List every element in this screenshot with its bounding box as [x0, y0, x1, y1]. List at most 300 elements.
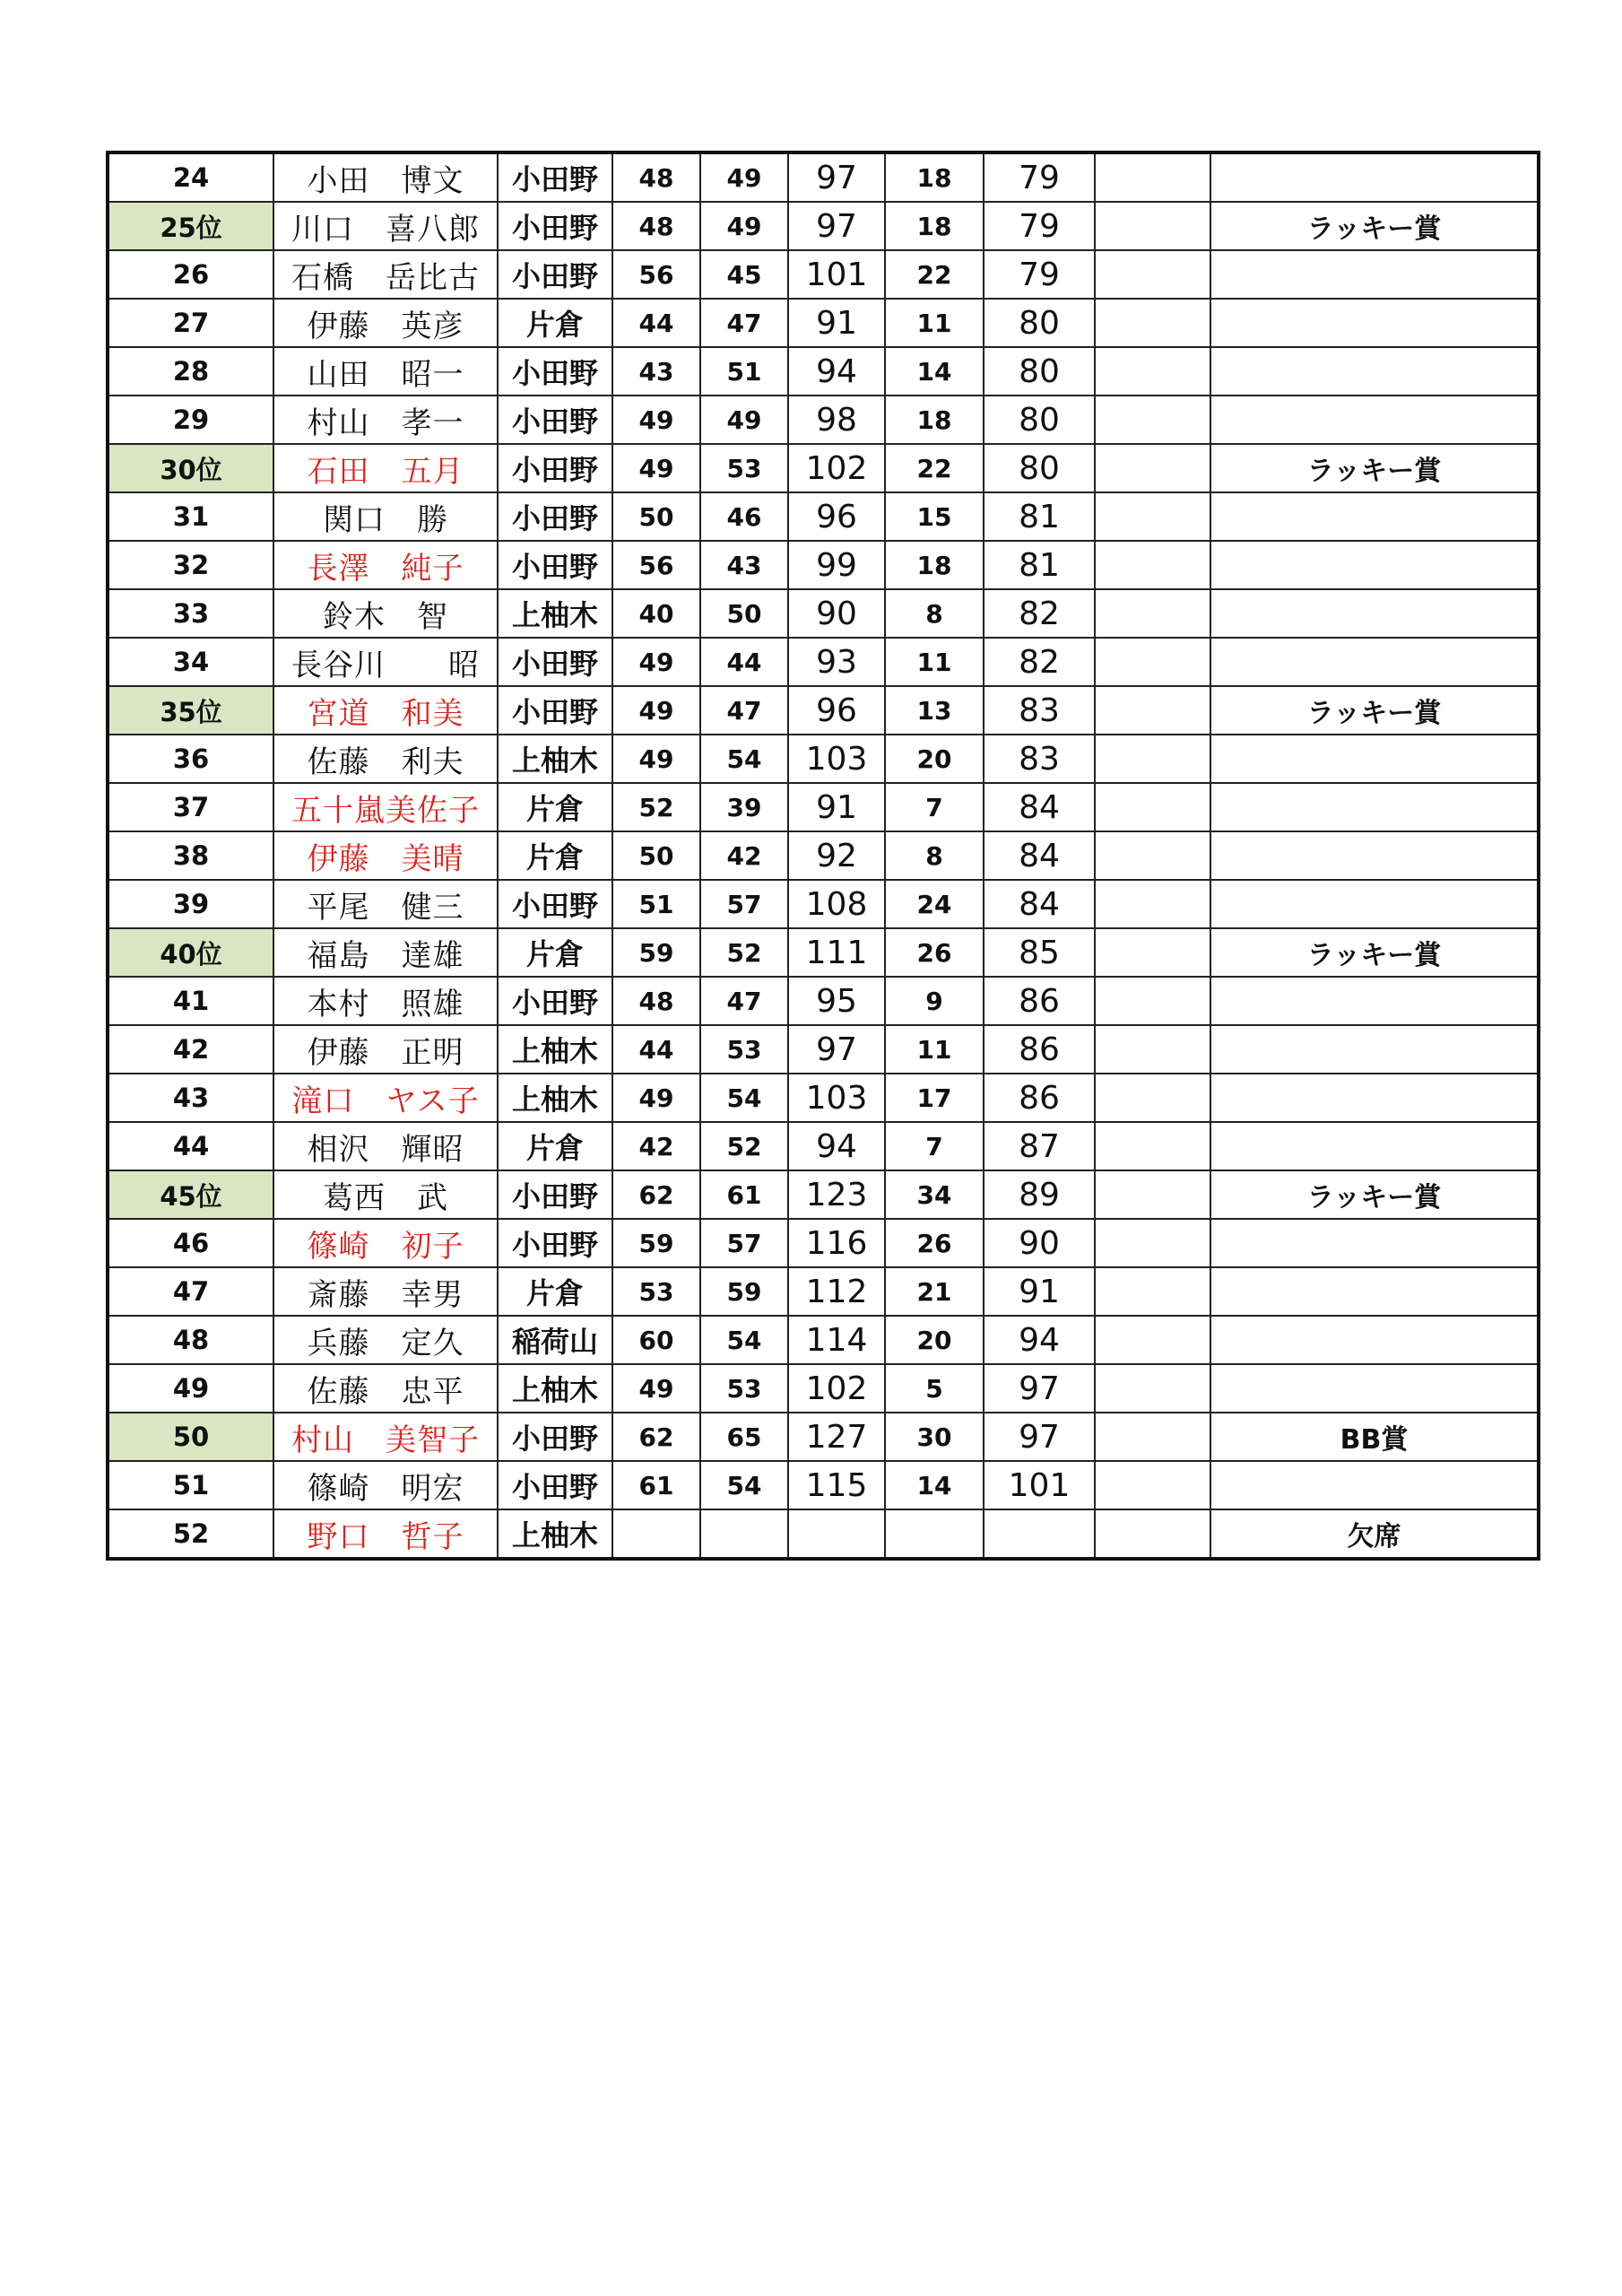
handicap: 14 [885, 1461, 984, 1509]
award-note [1210, 1316, 1539, 1364]
blank-cell [1095, 1413, 1210, 1461]
player-name: 長澤 純子 [273, 541, 498, 589]
results-table [106, 151, 1540, 1561]
gross-score: 102 [788, 1364, 885, 1413]
club-name: 小田野 [498, 1461, 612, 1509]
score-sheet [106, 151, 1537, 1561]
player-name: 篠崎 初子 [273, 1219, 498, 1267]
player-name: 石田 五月 [273, 444, 498, 492]
rank-cell: 47 [108, 1267, 273, 1316]
rank-cell: 38 [108, 831, 273, 880]
net-score: 80 [984, 299, 1095, 347]
out-score: 60 [612, 1316, 700, 1364]
award-note [1210, 1025, 1539, 1074]
rank-cell: 36 [108, 735, 273, 783]
blank-cell [1095, 1074, 1210, 1122]
blank-cell [1095, 977, 1210, 1025]
blank-cell [1095, 1509, 1210, 1559]
player-name: 山田 昭一 [273, 347, 498, 396]
gross-score: 96 [788, 686, 885, 735]
handicap: 9 [885, 977, 984, 1025]
gross-score: 116 [788, 1219, 885, 1267]
blank-cell [1095, 1025, 1210, 1074]
out-score: 49 [612, 444, 700, 492]
player-name: 村山 美智子 [273, 1413, 498, 1461]
player-name: 長谷川 昭 [273, 638, 498, 686]
handicap: 18 [885, 202, 984, 250]
table-row [108, 299, 1539, 347]
table-row [108, 928, 1539, 977]
blank-cell [1095, 444, 1210, 492]
rank-cell: 31 [108, 492, 273, 541]
in-score: 51 [700, 347, 788, 396]
player-name: 村山 孝一 [273, 396, 498, 444]
net-score: 86 [984, 977, 1095, 1025]
table-row [108, 1364, 1539, 1413]
gross-score: 90 [788, 589, 885, 638]
gross-score: 115 [788, 1461, 885, 1509]
club-name: 小田野 [498, 1219, 612, 1267]
table-row [108, 396, 1539, 444]
table-row [108, 202, 1539, 250]
handicap: 22 [885, 444, 984, 492]
net-score: 87 [984, 1122, 1095, 1170]
net-score: 83 [984, 735, 1095, 783]
net-score: 101 [984, 1461, 1095, 1509]
out-score: 50 [612, 831, 700, 880]
gross-score: 94 [788, 1122, 885, 1170]
gross-score: 94 [788, 347, 885, 396]
handicap: 14 [885, 347, 984, 396]
award-note [1210, 541, 1539, 589]
table-row [108, 250, 1539, 299]
blank-cell [1095, 1316, 1210, 1364]
table-row [108, 977, 1539, 1025]
club-name: 片倉 [498, 831, 612, 880]
gross-score: 97 [788, 152, 885, 202]
in-score: 47 [700, 977, 788, 1025]
award-note [1210, 299, 1539, 347]
rank-cell: 27 [108, 299, 273, 347]
table-row [108, 735, 1539, 783]
out-score [612, 1509, 700, 1559]
award-note [1210, 492, 1539, 541]
net-score: 86 [984, 1074, 1095, 1122]
club-name: 片倉 [498, 299, 612, 347]
gross-score: 103 [788, 735, 885, 783]
out-score: 40 [612, 589, 700, 638]
rank-cell: 24 [108, 152, 273, 202]
net-score: 81 [984, 492, 1095, 541]
rank-cell: 44 [108, 1122, 273, 1170]
net-score: 82 [984, 638, 1095, 686]
award-note: ラッキー賞 [1210, 928, 1539, 977]
in-score: 49 [700, 202, 788, 250]
award-note [1210, 1461, 1539, 1509]
table-row [108, 347, 1539, 396]
in-score: 49 [700, 152, 788, 202]
table-row [108, 1316, 1539, 1364]
rank-cell: 52 [108, 1509, 273, 1559]
table-row [108, 1219, 1539, 1267]
in-score: 54 [700, 1316, 788, 1364]
out-score: 62 [612, 1170, 700, 1219]
gross-score: 99 [788, 541, 885, 589]
out-score: 44 [612, 1025, 700, 1074]
award-note [1210, 250, 1539, 299]
out-score: 49 [612, 638, 700, 686]
player-name: 鈴木 智 [273, 589, 498, 638]
in-score [700, 1509, 788, 1559]
in-score: 54 [700, 735, 788, 783]
rank-cell: 48 [108, 1316, 273, 1364]
net-score: 94 [984, 1316, 1095, 1364]
player-name: 伊藤 美晴 [273, 831, 498, 880]
club-name: 小田野 [498, 152, 612, 202]
out-score: 48 [612, 202, 700, 250]
rank-cell: 51 [108, 1461, 273, 1509]
gross-score: 91 [788, 783, 885, 831]
net-score: 79 [984, 202, 1095, 250]
blank-cell [1095, 347, 1210, 396]
handicap: 7 [885, 1122, 984, 1170]
handicap: 18 [885, 396, 984, 444]
net-score: 90 [984, 1219, 1095, 1267]
net-score: 89 [984, 1170, 1095, 1219]
out-score: 49 [612, 1364, 700, 1413]
blank-cell [1095, 492, 1210, 541]
club-name: 稲荷山 [498, 1316, 612, 1364]
handicap: 21 [885, 1267, 984, 1316]
table-row [108, 831, 1539, 880]
blank-cell [1095, 638, 1210, 686]
in-score: 44 [700, 638, 788, 686]
player-name: 関口 勝 [273, 492, 498, 541]
club-name: 片倉 [498, 1122, 612, 1170]
net-score: 79 [984, 250, 1095, 299]
table-row [108, 589, 1539, 638]
in-score: 54 [700, 1074, 788, 1122]
in-score: 50 [700, 589, 788, 638]
rank-cell: 39 [108, 880, 273, 928]
table-row [108, 492, 1539, 541]
table-row [108, 638, 1539, 686]
player-name: 相沢 輝昭 [273, 1122, 498, 1170]
in-score: 45 [700, 250, 788, 299]
rank-cell: 35位 [108, 686, 273, 735]
out-score: 56 [612, 541, 700, 589]
rank-cell: 28 [108, 347, 273, 396]
gross-score: 97 [788, 202, 885, 250]
in-score: 47 [700, 686, 788, 735]
blank-cell [1095, 250, 1210, 299]
club-name: 片倉 [498, 783, 612, 831]
player-name: 兵藤 定久 [273, 1316, 498, 1364]
gross-score: 112 [788, 1267, 885, 1316]
in-score: 47 [700, 299, 788, 347]
gross-score: 97 [788, 1025, 885, 1074]
blank-cell [1095, 541, 1210, 589]
club-name: 小田野 [498, 250, 612, 299]
net-score: 97 [984, 1364, 1095, 1413]
club-name: 小田野 [498, 977, 612, 1025]
in-score: 59 [700, 1267, 788, 1316]
gross-score: 102 [788, 444, 885, 492]
in-score: 39 [700, 783, 788, 831]
out-score: 53 [612, 1267, 700, 1316]
in-score: 54 [700, 1461, 788, 1509]
in-score: 49 [700, 396, 788, 444]
net-score: 80 [984, 347, 1095, 396]
gross-score: 108 [788, 880, 885, 928]
handicap: 20 [885, 735, 984, 783]
player-name: 野口 哲子 [273, 1509, 498, 1559]
blank-cell [1095, 202, 1210, 250]
handicap: 18 [885, 541, 984, 589]
blank-cell [1095, 735, 1210, 783]
out-score: 48 [612, 152, 700, 202]
club-name: 上柚木 [498, 1025, 612, 1074]
rank-cell: 34 [108, 638, 273, 686]
award-note [1210, 589, 1539, 638]
club-name: 小田野 [498, 444, 612, 492]
blank-cell [1095, 1364, 1210, 1413]
out-score: 49 [612, 1074, 700, 1122]
in-score: 61 [700, 1170, 788, 1219]
in-score: 46 [700, 492, 788, 541]
handicap: 34 [885, 1170, 984, 1219]
blank-cell [1095, 928, 1210, 977]
player-name: 伊藤 英彦 [273, 299, 498, 347]
player-name: 葛西 武 [273, 1170, 498, 1219]
out-score: 49 [612, 735, 700, 783]
out-score: 61 [612, 1461, 700, 1509]
table-row [108, 152, 1539, 202]
table-row [108, 686, 1539, 735]
player-name: 福島 達雄 [273, 928, 498, 977]
out-score: 44 [612, 299, 700, 347]
club-name: 上柚木 [498, 1509, 612, 1559]
award-note [1210, 880, 1539, 928]
handicap: 30 [885, 1413, 984, 1461]
award-note [1210, 347, 1539, 396]
handicap: 18 [885, 152, 984, 202]
out-score: 49 [612, 686, 700, 735]
net-score: 80 [984, 396, 1095, 444]
net-score: 85 [984, 928, 1095, 977]
in-score: 42 [700, 831, 788, 880]
net-score [984, 1509, 1095, 1559]
rank-cell: 33 [108, 589, 273, 638]
award-note [1210, 638, 1539, 686]
rank-cell: 40位 [108, 928, 273, 977]
gross-score [788, 1509, 885, 1559]
net-score: 97 [984, 1413, 1095, 1461]
gross-score: 96 [788, 492, 885, 541]
award-note [1210, 1219, 1539, 1267]
handicap: 22 [885, 250, 984, 299]
out-score: 56 [612, 250, 700, 299]
club-name: 小田野 [498, 638, 612, 686]
in-score: 52 [700, 928, 788, 977]
player-name: 本村 照雄 [273, 977, 498, 1025]
handicap: 8 [885, 589, 984, 638]
gross-score: 95 [788, 977, 885, 1025]
rank-cell: 26 [108, 250, 273, 299]
player-name: 佐藤 利夫 [273, 735, 498, 783]
award-note: ラッキー賞 [1210, 686, 1539, 735]
table-row [108, 783, 1539, 831]
in-score: 53 [700, 1025, 788, 1074]
out-score: 59 [612, 1219, 700, 1267]
in-score: 53 [700, 444, 788, 492]
handicap [885, 1509, 984, 1559]
award-note [1210, 1074, 1539, 1122]
table-row [108, 1025, 1539, 1074]
net-score: 82 [984, 589, 1095, 638]
handicap: 26 [885, 1219, 984, 1267]
in-score: 65 [700, 1413, 788, 1461]
blank-cell [1095, 831, 1210, 880]
player-name: 小田 博文 [273, 152, 498, 202]
table-row [108, 1267, 1539, 1316]
out-score: 43 [612, 347, 700, 396]
in-score: 57 [700, 1219, 788, 1267]
club-name: 小田野 [498, 1413, 612, 1461]
club-name: 小田野 [498, 1170, 612, 1219]
blank-cell [1095, 1267, 1210, 1316]
award-note: ラッキー賞 [1210, 202, 1539, 250]
net-score: 84 [984, 783, 1095, 831]
out-score: 42 [612, 1122, 700, 1170]
rank-cell: 50 [108, 1413, 273, 1461]
out-score: 50 [612, 492, 700, 541]
club-name: 小田野 [498, 541, 612, 589]
gross-score: 92 [788, 831, 885, 880]
club-name: 上柚木 [498, 1074, 612, 1122]
table-row [108, 444, 1539, 492]
handicap: 5 [885, 1364, 984, 1413]
blank-cell [1095, 299, 1210, 347]
award-note: 欠席 [1210, 1509, 1539, 1559]
gross-score: 123 [788, 1170, 885, 1219]
net-score: 83 [984, 686, 1095, 735]
rank-cell: 25位 [108, 202, 273, 250]
blank-cell [1095, 152, 1210, 202]
gross-score: 91 [788, 299, 885, 347]
award-note: ラッキー賞 [1210, 1170, 1539, 1219]
handicap: 15 [885, 492, 984, 541]
net-score: 84 [984, 880, 1095, 928]
gross-score: 93 [788, 638, 885, 686]
net-score: 91 [984, 1267, 1095, 1316]
out-score: 62 [612, 1413, 700, 1461]
gross-score: 114 [788, 1316, 885, 1364]
net-score: 79 [984, 152, 1095, 202]
player-name: 平尾 健三 [273, 880, 498, 928]
handicap: 24 [885, 880, 984, 928]
table-row [108, 1170, 1539, 1219]
blank-cell [1095, 686, 1210, 735]
handicap: 13 [885, 686, 984, 735]
handicap: 26 [885, 928, 984, 977]
award-note [1210, 1122, 1539, 1170]
club-name: 上柚木 [498, 589, 612, 638]
in-score: 57 [700, 880, 788, 928]
award-note [1210, 735, 1539, 783]
blank-cell [1095, 396, 1210, 444]
player-name: 石橋 岳比古 [273, 250, 498, 299]
award-note [1210, 977, 1539, 1025]
blank-cell [1095, 589, 1210, 638]
in-score: 43 [700, 541, 788, 589]
club-name: 小田野 [498, 347, 612, 396]
rank-cell: 37 [108, 783, 273, 831]
rank-cell: 30位 [108, 444, 273, 492]
results-rows [108, 152, 1539, 1559]
gross-score: 101 [788, 250, 885, 299]
handicap: 11 [885, 299, 984, 347]
net-score: 81 [984, 541, 1095, 589]
club-name: 片倉 [498, 928, 612, 977]
club-name: 小田野 [498, 202, 612, 250]
gross-score: 103 [788, 1074, 885, 1122]
club-name: 小田野 [498, 880, 612, 928]
player-name: 滝口 ヤス子 [273, 1074, 498, 1122]
blank-cell [1095, 783, 1210, 831]
table-row [108, 1074, 1539, 1122]
in-score: 53 [700, 1364, 788, 1413]
table-row [108, 1461, 1539, 1509]
handicap: 17 [885, 1074, 984, 1122]
rank-cell: 41 [108, 977, 273, 1025]
club-name: 小田野 [498, 492, 612, 541]
rank-cell: 43 [108, 1074, 273, 1122]
player-name: 五十嵐美佐子 [273, 783, 498, 831]
blank-cell [1095, 1170, 1210, 1219]
table-row [108, 1509, 1539, 1559]
table-row [108, 1122, 1539, 1170]
out-score: 51 [612, 880, 700, 928]
table-row [108, 541, 1539, 589]
net-score: 80 [984, 444, 1095, 492]
blank-cell [1095, 1461, 1210, 1509]
player-name: 斎藤 幸男 [273, 1267, 498, 1316]
out-score: 48 [612, 977, 700, 1025]
table-row [108, 1413, 1539, 1461]
award-note [1210, 1267, 1539, 1316]
rank-cell: 45位 [108, 1170, 273, 1219]
award-note [1210, 783, 1539, 831]
rank-cell: 46 [108, 1219, 273, 1267]
blank-cell [1095, 1219, 1210, 1267]
rank-cell: 32 [108, 541, 273, 589]
net-score: 86 [984, 1025, 1095, 1074]
club-name: 上柚木 [498, 735, 612, 783]
handicap: 11 [885, 638, 984, 686]
award-note: BB賞 [1210, 1413, 1539, 1461]
handicap: 7 [885, 783, 984, 831]
award-note [1210, 831, 1539, 880]
rank-cell: 49 [108, 1364, 273, 1413]
net-score: 84 [984, 831, 1095, 880]
blank-cell [1095, 880, 1210, 928]
out-score: 49 [612, 396, 700, 444]
award-note [1210, 152, 1539, 202]
player-name: 佐藤 忠平 [273, 1364, 498, 1413]
player-name: 宮道 和美 [273, 686, 498, 735]
handicap: 20 [885, 1316, 984, 1364]
